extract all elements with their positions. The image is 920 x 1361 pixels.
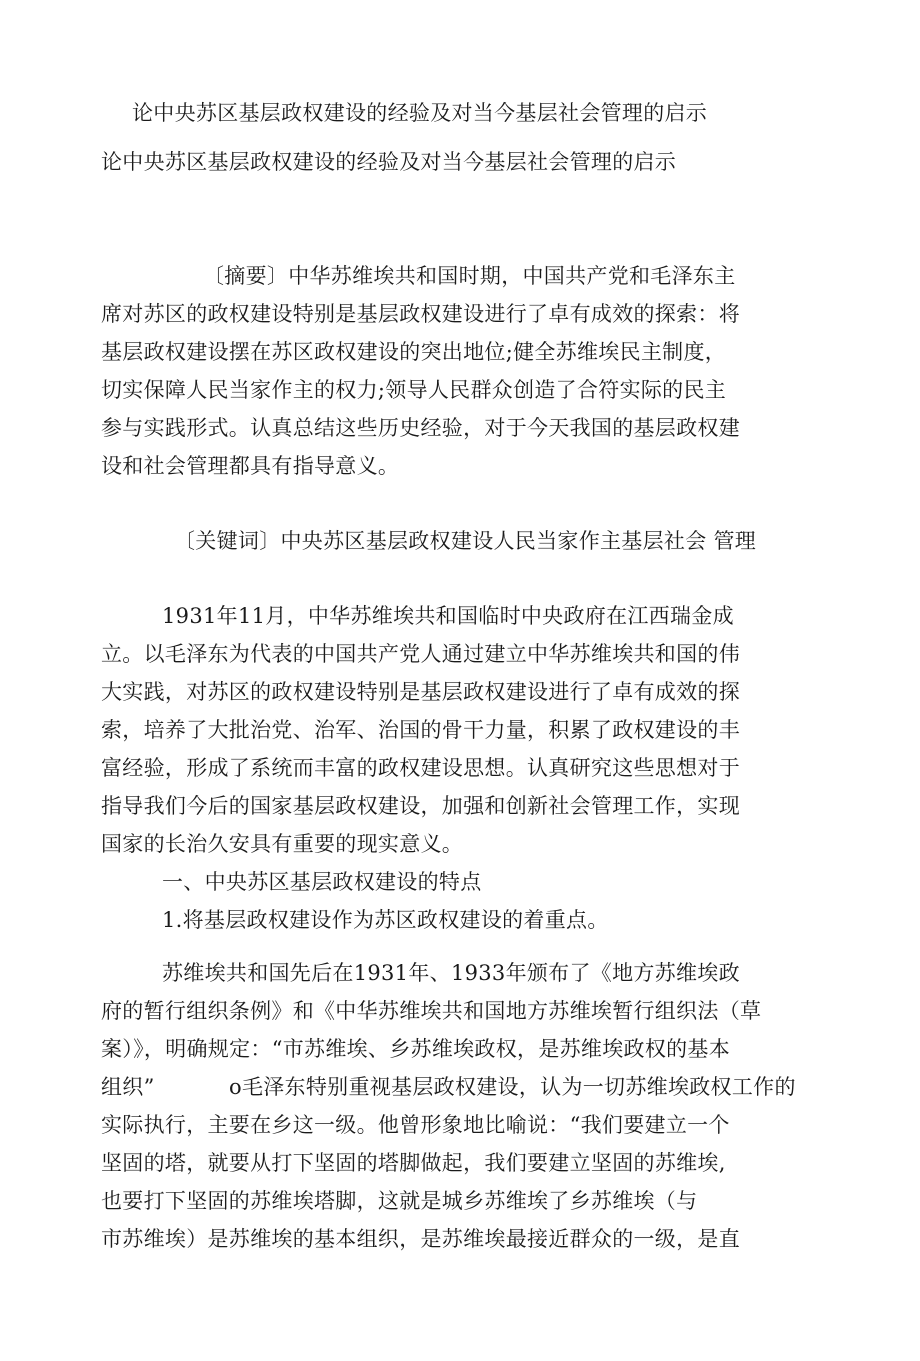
body-line: 组织” <box>101 1075 155 1099</box>
intro-line: 指导我们今后的国家基层政权建设，加强和创新社会管理工作，实现 <box>101 794 740 818</box>
intro-line: 大实践，对苏区的政权建设特别是基层政权建设进行了卓有成效的探 <box>101 680 740 704</box>
abstract-line: 设和社会管理都具有指导意义。 <box>101 454 400 478</box>
body-line: 市苏维埃）是苏维埃的基本组织，是苏维埃最接近群众的一级，是直 <box>101 1227 740 1251</box>
intro-line: 1931年11月，中华苏维埃共和国临时中央政府在江西瑞金成 <box>162 604 734 628</box>
intro-line: 立。以毛泽东为代表的中国共产党人通过建立中华苏维埃共和国的伟 <box>101 642 740 666</box>
body-line: 也要打下坚固的苏维埃塔脚，这就是城乡苏维埃了乡苏维埃（与 <box>101 1189 698 1213</box>
intro-line: 索，培养了大批治党、治军、治国的骨干力量，积累了政权建设的丰 <box>101 718 740 742</box>
section-heading: 一、中央苏区基层政权建设的特点 <box>162 870 482 894</box>
abstract-line: 基层政权建设摆在苏区政权建设的突出地位;健全苏维埃民主制度， <box>101 340 727 364</box>
intro-line: 富经验，形成了系统而丰富的政权建设思想。认真研究这些思想对于 <box>101 756 740 780</box>
abstract-line: 席对苏区的政权建设特别是基层政权建设进行了卓有成效的探索：将 <box>101 302 740 326</box>
body-line: 案）》，明确规定：“市苏维埃、乡苏维埃政权，是苏维埃政权的基本 <box>101 1037 731 1061</box>
document-title-primary: 论中央苏区基层政权建设的经验及对当今基层社会管理的启示 <box>132 101 708 125</box>
body-line: 坚固的塔，就要从打下坚固的塔脚做起，我们要建立坚固的苏维埃, <box>101 1151 726 1175</box>
intro-line: 国家的长治久安具有重要的现实意义。 <box>101 832 464 856</box>
keywords-line: 〔关键词〕中央苏区基层政权建设人民当家作主基层社会 管理 <box>174 529 757 553</box>
body-line: 苏维埃共和国先后在1931年、1933年颁布了《地方苏维埃政 <box>162 961 740 985</box>
body-line: 府的暂行组织条例》和《中华苏维埃共和国地方苏维埃暂行组织法（草 <box>101 999 762 1023</box>
abstract-line: 切实保障人民当家作主的权力;领导人民群众创造了合符实际的民主 <box>101 378 727 402</box>
subsection-heading: 1.将基层政权建设作为苏区政权建设的着重点。 <box>162 908 609 932</box>
abstract-line: 参与实践形式。认真总结这些历史经验，对于今天我国的基层政权建 <box>101 416 740 440</box>
abstract-line: 〔摘要〕中华苏维埃共和国时期，中国共产党和毛泽东主 <box>203 264 736 288</box>
body-line: 实际执行，主要在乡这一级。他曾形象地比喻说：“我们要建立一个 <box>101 1113 730 1137</box>
document-title-secondary: 论中央苏区基层政权建设的经验及对当今基层社会管理的启示 <box>101 150 677 174</box>
body-line: o毛泽东特别重视基层政权建设，认为一切苏维埃政权工作的 <box>229 1075 796 1099</box>
